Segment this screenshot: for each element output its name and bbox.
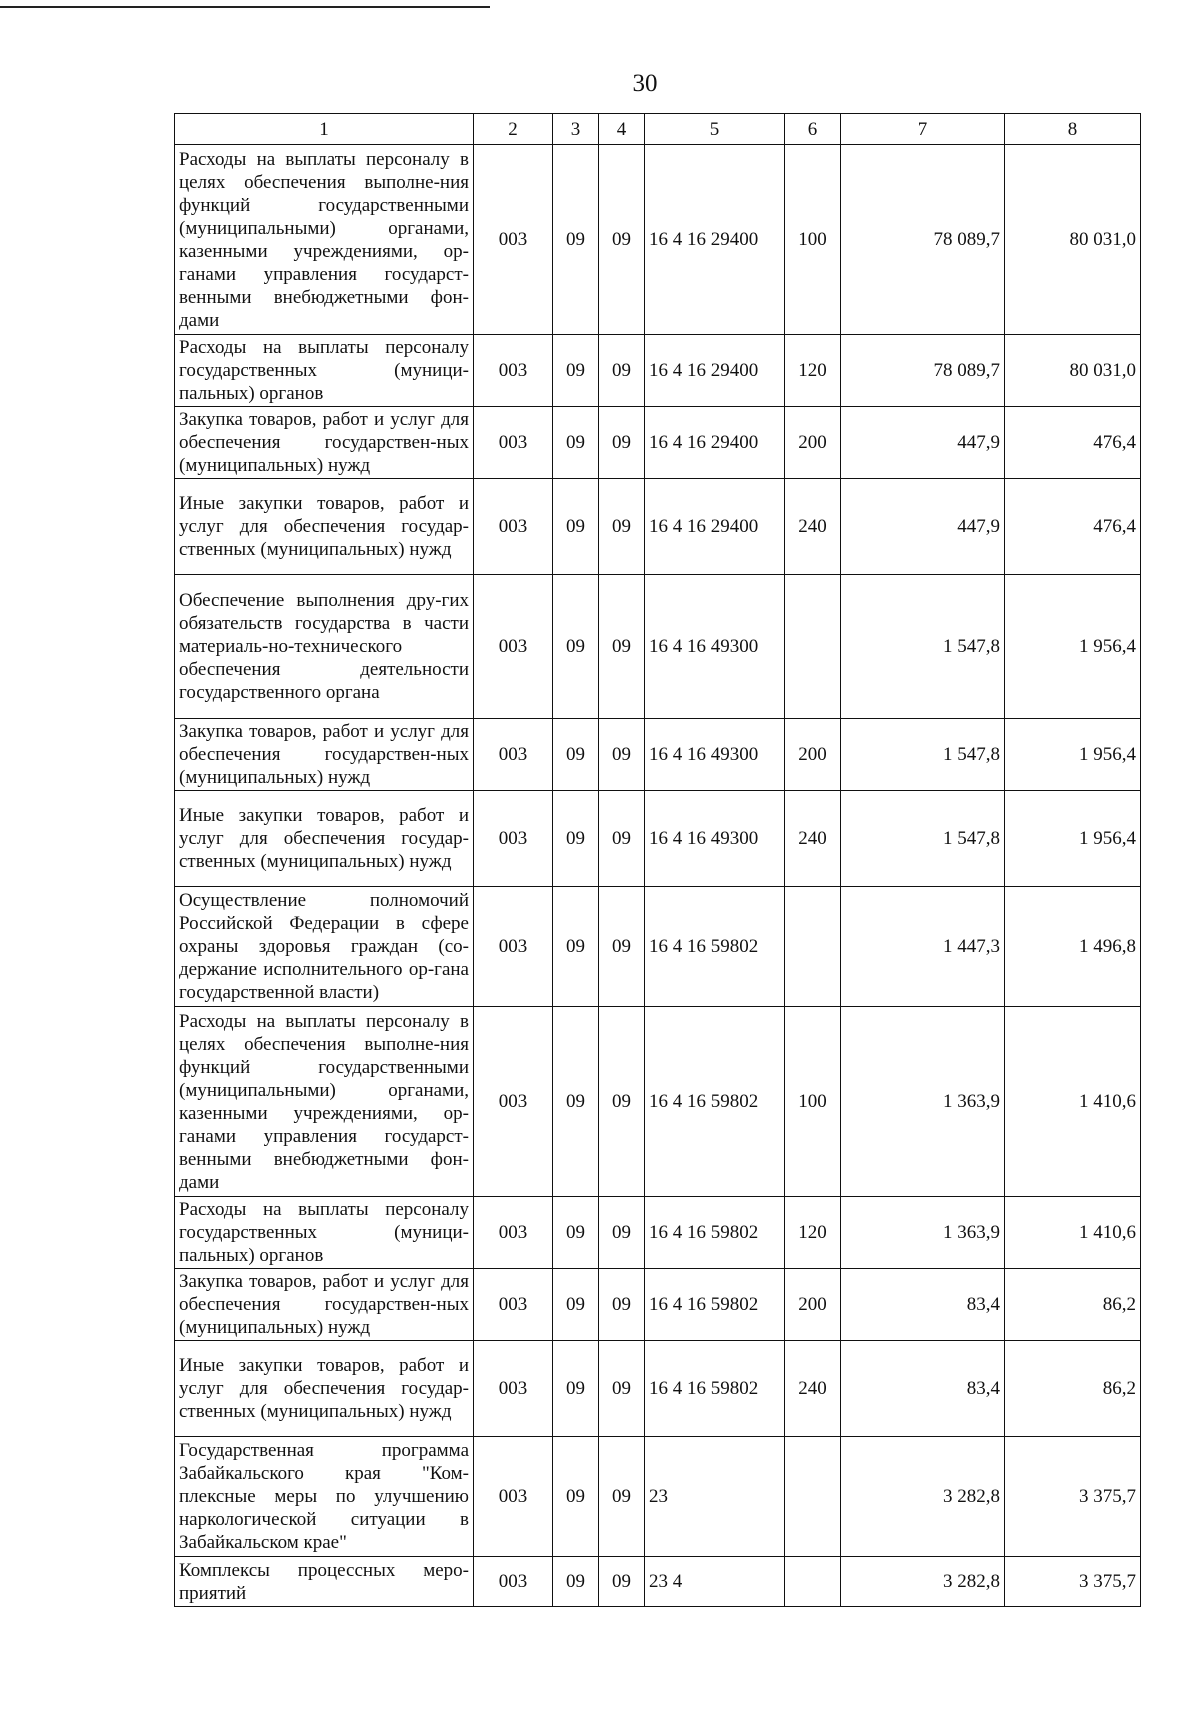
expense-type-code: 240 — [785, 479, 841, 575]
amount-col7: 1 547,8 — [841, 719, 1005, 791]
table-row — [175, 791, 1141, 887]
target-item-code: 16 4 16 49300 — [645, 575, 785, 719]
amount-col7: 1 363,9 — [841, 1197, 1005, 1269]
expense-name: Расходы на выплаты персоналу государственных (муници-пальных) органов — [175, 335, 474, 407]
ministry-code: 003 — [474, 791, 553, 887]
ministry-code: 003 — [474, 1197, 553, 1269]
ministry-code: 003 — [474, 1437, 553, 1557]
header-cell: 1 — [175, 114, 474, 145]
amount-col8: 80 031,0 — [1005, 335, 1141, 407]
section-code: 09 — [553, 1341, 599, 1437]
table-row — [175, 479, 1141, 575]
amount-col8: 1 956,4 — [1005, 575, 1141, 719]
budget-table — [174, 113, 1141, 1607]
ministry-code: 003 — [474, 887, 553, 1007]
amount-col8: 1 496,8 — [1005, 887, 1141, 1007]
subsection-code: 09 — [599, 1269, 645, 1341]
amount-col8: 1 410,6 — [1005, 1197, 1141, 1269]
target-item-code: 23 4 — [645, 1557, 785, 1607]
ministry-code: 003 — [474, 335, 553, 407]
expense-type-code: 100 — [785, 145, 841, 335]
section-code: 09 — [553, 1007, 599, 1197]
section-code: 09 — [553, 887, 599, 1007]
subsection-code: 09 — [599, 719, 645, 791]
ministry-code: 003 — [474, 575, 553, 719]
ministry-code: 003 — [474, 479, 553, 575]
amount-col7: 1 447,3 — [841, 887, 1005, 1007]
expense-name: Закупка товаров, работ и услуг для обеспечения государствен-ных (муниципальных) нужд — [175, 719, 474, 791]
expense-name: Осуществление полномочий Российской Федерации в сфере охраны здоровья граждан (со-держание исполнительного ор-гана государственной власти) — [175, 887, 474, 1007]
target-item-code: 16 4 16 49300 — [645, 719, 785, 791]
expense-name: Расходы на выплаты персоналу в целях обеспечения выполне-ния функций государственными (муниципальными) органами, казенными учреждениями, ор-ганами управления государст-венными внебюджетными фон-дами — [175, 1007, 474, 1197]
table-row — [175, 575, 1141, 719]
table-row — [175, 719, 1141, 791]
ministry-code: 003 — [474, 1341, 553, 1437]
table-row — [175, 407, 1141, 479]
expense-type-code — [785, 1557, 841, 1607]
amount-col7: 1 547,8 — [841, 791, 1005, 887]
amount-col7: 78 089,7 — [841, 335, 1005, 407]
expense-type-code — [785, 887, 841, 1007]
subsection-code: 09 — [599, 335, 645, 407]
amount-col7: 3 282,8 — [841, 1557, 1005, 1607]
amount-col8: 3 375,7 — [1005, 1557, 1141, 1607]
expense-type-code: 100 — [785, 1007, 841, 1197]
table-row — [175, 1197, 1141, 1269]
target-item-code: 16 4 16 49300 — [645, 791, 785, 887]
section-code: 09 — [553, 575, 599, 719]
expense-name: Расходы на выплаты персоналу в целях обеспечения выполне-ния функций государственными (муниципальными) органами, казенными учреждениями, ор-ганами управления государст-венными внебюджетными фон-дами — [175, 145, 474, 335]
target-item-code: 16 4 16 59802 — [645, 1197, 785, 1269]
amount-col8: 80 031,0 — [1005, 145, 1141, 335]
expense-name: Иные закупки товаров, работ и услуг для обеспечения государ-ственных (муниципальных) нужд — [175, 1341, 474, 1437]
subsection-code: 09 — [599, 145, 645, 335]
table-row — [175, 145, 1141, 335]
section-code: 09 — [553, 479, 599, 575]
amount-col8: 3 375,7 — [1005, 1437, 1141, 1557]
target-item-code: 16 4 16 29400 — [645, 407, 785, 479]
header-cell: 6 — [785, 114, 841, 145]
section-code: 09 — [553, 1557, 599, 1607]
expense-type-code — [785, 1437, 841, 1557]
expense-type-code: 120 — [785, 1197, 841, 1269]
expense-type-code: 240 — [785, 1341, 841, 1437]
header-cell: 5 — [645, 114, 785, 145]
expense-type-code: 200 — [785, 407, 841, 479]
expense-name: Комплексы процессных меро-приятий — [175, 1557, 474, 1607]
subsection-code: 09 — [599, 1197, 645, 1269]
section-code: 09 — [553, 791, 599, 887]
table-row — [175, 1269, 1141, 1341]
expense-type-code — [785, 575, 841, 719]
section-code: 09 — [553, 335, 599, 407]
page-number: 30 — [632, 70, 658, 97]
target-item-code: 16 4 16 29400 — [645, 335, 785, 407]
table-row — [175, 887, 1141, 1007]
target-item-code: 16 4 16 59802 — [645, 1007, 785, 1197]
subsection-code: 09 — [599, 575, 645, 719]
section-code: 09 — [553, 145, 599, 335]
table-row — [175, 1557, 1141, 1607]
table-row — [175, 1341, 1141, 1437]
amount-col7: 1 547,8 — [841, 575, 1005, 719]
amount-col7: 3 282,8 — [841, 1437, 1005, 1557]
amount-col8: 1 956,4 — [1005, 791, 1141, 887]
header-cell: 7 — [841, 114, 1005, 145]
ministry-code: 003 — [474, 1557, 553, 1607]
subsection-code: 09 — [599, 407, 645, 479]
amount-col8: 86,2 — [1005, 1269, 1141, 1341]
amount-col8: 476,4 — [1005, 479, 1141, 575]
expense-type-code: 240 — [785, 791, 841, 887]
ministry-code: 003 — [474, 719, 553, 791]
top-rule — [0, 6, 490, 8]
subsection-code: 09 — [599, 1007, 645, 1197]
header-cell: 3 — [553, 114, 599, 145]
table-row — [175, 1437, 1141, 1557]
subsection-code: 09 — [599, 1341, 645, 1437]
expense-name: Иные закупки товаров, работ и услуг для обеспечения государ-ственных (муниципальных) нужд — [175, 791, 474, 887]
subsection-code: 09 — [599, 791, 645, 887]
section-code: 09 — [553, 1269, 599, 1341]
section-code: 09 — [553, 719, 599, 791]
expense-type-code: 200 — [785, 1269, 841, 1341]
section-code: 09 — [553, 1197, 599, 1269]
amount-col8: 476,4 — [1005, 407, 1141, 479]
target-item-code: 23 — [645, 1437, 785, 1557]
expense-type-code: 120 — [785, 335, 841, 407]
amount-col7: 1 363,9 — [841, 1007, 1005, 1197]
ministry-code: 003 — [474, 145, 553, 335]
target-item-code: 16 4 16 59802 — [645, 1341, 785, 1437]
amount-col7: 83,4 — [841, 1269, 1005, 1341]
target-item-code: 16 4 16 29400 — [645, 145, 785, 335]
ministry-code: 003 — [474, 1269, 553, 1341]
target-item-code: 16 4 16 29400 — [645, 479, 785, 575]
expense-name: Иные закупки товаров, работ и услуг для обеспечения государ-ственных (муниципальных) нужд — [175, 479, 474, 575]
expense-type-code: 200 — [785, 719, 841, 791]
expense-name: Обеспечение выполнения дру-гих обязательств государства в части материаль-но-технического обеспечения деятельности государственного органа — [175, 575, 474, 719]
expense-name: Государственная программа Забайкальского края "Ком-плексные меры по улучшению наркологической ситуации в Забайкальском крае" — [175, 1437, 474, 1557]
header-cell: 8 — [1005, 114, 1141, 145]
subsection-code: 09 — [599, 1557, 645, 1607]
subsection-code: 09 — [599, 479, 645, 575]
amount-col7: 78 089,7 — [841, 145, 1005, 335]
expense-name: Закупка товаров, работ и услуг для обеспечения государствен-ных (муниципальных) нужд — [175, 407, 474, 479]
table-row — [175, 1007, 1141, 1197]
amount-col8: 1 956,4 — [1005, 719, 1141, 791]
expense-name: Закупка товаров, работ и услуг для обеспечения государствен-ных (муниципальных) нужд — [175, 1269, 474, 1341]
amount-col8: 1 410,6 — [1005, 1007, 1141, 1197]
header-cell: 2 — [474, 114, 553, 145]
table-row — [175, 335, 1141, 407]
ministry-code: 003 — [474, 1007, 553, 1197]
header-cell: 4 — [599, 114, 645, 145]
target-item-code: 16 4 16 59802 — [645, 1269, 785, 1341]
ministry-code: 003 — [474, 407, 553, 479]
section-code: 09 — [553, 1437, 599, 1557]
amount-col7: 447,9 — [841, 407, 1005, 479]
subsection-code: 09 — [599, 887, 645, 1007]
amount-col7: 447,9 — [841, 479, 1005, 575]
amount-col8: 86,2 — [1005, 1341, 1141, 1437]
amount-col7: 83,4 — [841, 1341, 1005, 1437]
section-code: 09 — [553, 407, 599, 479]
expense-name: Расходы на выплаты персоналу государственных (муници-пальных) органов — [175, 1197, 474, 1269]
subsection-code: 09 — [599, 1437, 645, 1557]
header-row — [175, 114, 1141, 145]
target-item-code: 16 4 16 59802 — [645, 887, 785, 1007]
